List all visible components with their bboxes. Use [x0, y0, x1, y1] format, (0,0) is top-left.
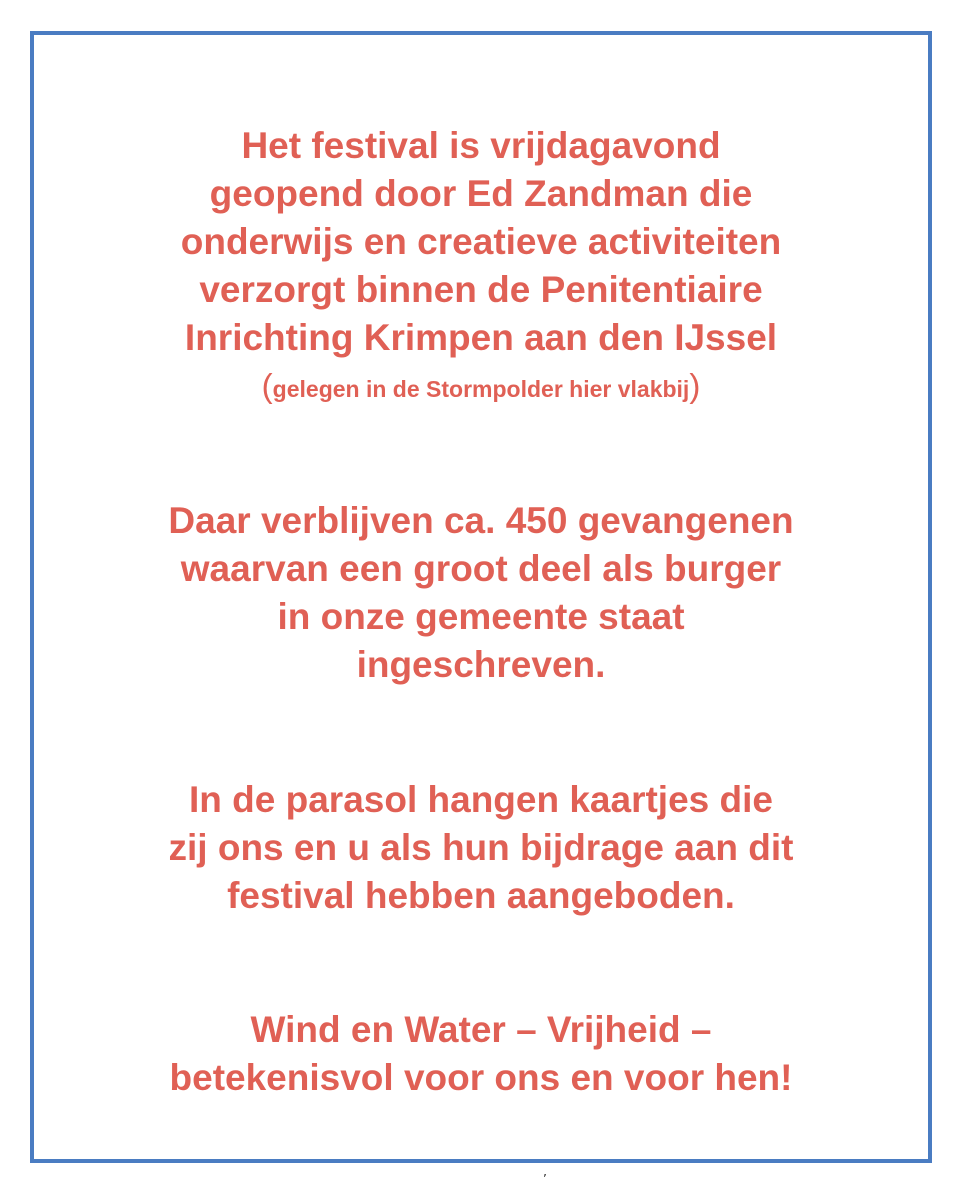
- text-line: ingeschreven.: [356, 644, 606, 685]
- text-line: zij ons en u als hun bijdrage aan dit: [168, 827, 794, 868]
- text-line: waarvan een groot deel als burger: [180, 548, 782, 589]
- text-line: In de parasol hangen kaartjes die: [189, 779, 773, 820]
- paragraph-closing: [34, 1006, 928, 1102]
- paragraph-festival-opening: [34, 122, 928, 413]
- text-line: festival hebben aangeboden.: [227, 875, 735, 916]
- paragraph-parasol: [34, 776, 928, 920]
- scan-speck: ’: [543, 1172, 547, 1186]
- open-paren: (: [261, 367, 273, 404]
- text-line: Daar verblijven ca. 450 gevangenen: [168, 500, 794, 541]
- location-note: [34, 362, 928, 413]
- close-paren: ): [689, 367, 701, 404]
- text-line: Inrichting Krimpen aan den IJssel: [184, 317, 778, 358]
- text-line: geopend door Ed Zandman die: [209, 173, 753, 214]
- text-line: onderwijs en creatieve activiteiten: [180, 221, 782, 262]
- text-line: betekenisvol voor ons en voor hen!: [169, 1057, 793, 1098]
- text-line: in onze gemeente staat: [277, 596, 685, 637]
- text-line: Wind en Water – Vrijheid –: [250, 1009, 712, 1050]
- text-line: verzorgt binnen de Penitentiaire: [199, 269, 763, 310]
- location-note-text: gelegen in de Stormpolder hier vlakbij: [272, 376, 690, 402]
- text-line: Het festival is vrijdagavond: [241, 125, 721, 166]
- paragraph-prisoners: [34, 497, 928, 689]
